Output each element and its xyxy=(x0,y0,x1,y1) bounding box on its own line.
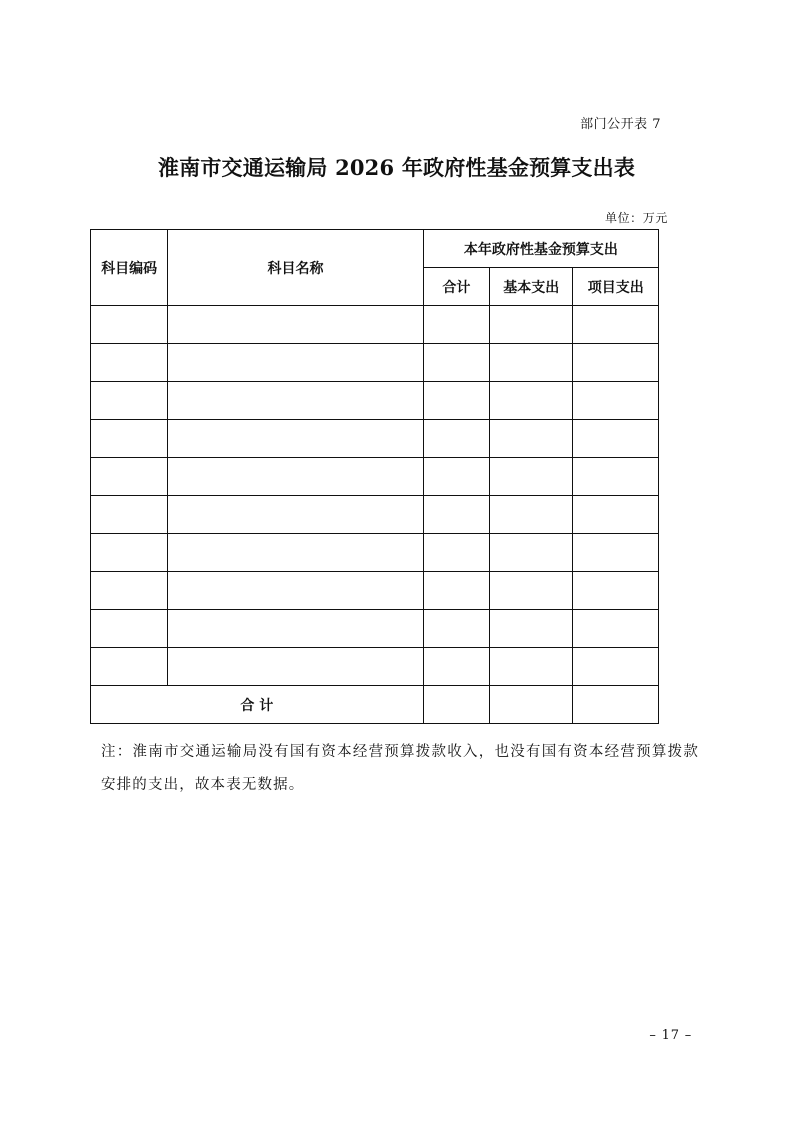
subject-code-cell xyxy=(91,496,168,534)
total-cell xyxy=(423,648,489,686)
page-number: – 17 – xyxy=(649,1028,692,1043)
table-row xyxy=(91,496,659,534)
unit-label: 单位：万元 xyxy=(604,211,668,225)
total-cell xyxy=(423,572,489,610)
table-row xyxy=(91,534,659,572)
project-expenditure-cell xyxy=(573,420,659,458)
basic-expenditure-cell xyxy=(490,572,573,610)
header-subject-code: 科目编码 xyxy=(91,230,168,306)
document-title: 淮南市交通运输局 2026 年政府性基金预算支出表 xyxy=(157,155,636,180)
table-row xyxy=(91,458,659,496)
budget-table-container xyxy=(90,229,659,724)
basic-expenditure-cell xyxy=(490,610,573,648)
subject-code-cell xyxy=(91,610,168,648)
basic-expenditure-cell xyxy=(490,306,573,344)
table-row xyxy=(91,382,659,420)
basic-expenditure-cell xyxy=(490,458,573,496)
subject-code-cell xyxy=(91,534,168,572)
subject-name-cell xyxy=(168,648,423,686)
total-row-total xyxy=(423,686,489,724)
subject-name-cell xyxy=(168,458,423,496)
subject-code-cell xyxy=(91,306,168,344)
table-total-row xyxy=(91,686,659,724)
basic-expenditure-cell xyxy=(490,420,573,458)
subject-name-cell xyxy=(168,610,423,648)
project-expenditure-cell xyxy=(573,382,659,420)
table-row xyxy=(91,572,659,610)
project-expenditure-cell xyxy=(573,458,659,496)
project-expenditure-cell xyxy=(573,534,659,572)
table-header-row xyxy=(91,230,659,268)
table-row xyxy=(91,420,659,458)
total-cell xyxy=(423,344,489,382)
subject-code-cell xyxy=(91,458,168,496)
table-note: 注：淮南市交通运输局没有国有资本经营预算拨款收入，也没有国有资本经营预算拨款安排的支出，故本表无数据。 xyxy=(101,744,699,793)
header-basic-expenditure: 基本支出 xyxy=(490,268,573,306)
total-cell xyxy=(423,496,489,534)
table-row xyxy=(91,648,659,686)
project-expenditure-cell xyxy=(573,306,659,344)
subject-name-cell xyxy=(168,382,423,420)
subject-name-cell xyxy=(168,306,423,344)
project-expenditure-cell xyxy=(573,610,659,648)
subject-code-cell xyxy=(91,344,168,382)
total-row-label: 合 计 xyxy=(91,686,424,724)
subject-name-cell xyxy=(168,344,423,382)
header-subject-name: 科目名称 xyxy=(168,230,423,306)
header-total: 合计 xyxy=(423,268,489,306)
subject-name-cell xyxy=(168,534,423,572)
total-cell xyxy=(423,382,489,420)
total-cell xyxy=(423,610,489,648)
government-fund-budget-expenditure-table xyxy=(90,229,659,724)
total-row-project xyxy=(573,686,659,724)
total-cell xyxy=(423,420,489,458)
header-current-year-expenditure: 本年政府性基金预算支出 xyxy=(423,230,658,268)
page-label: 部门公开表 7 xyxy=(580,117,661,132)
table-body xyxy=(91,306,659,686)
table-row xyxy=(91,344,659,382)
subject-code-cell xyxy=(91,648,168,686)
total-row-basic xyxy=(490,686,573,724)
subject-code-cell xyxy=(91,420,168,458)
project-expenditure-cell xyxy=(573,572,659,610)
basic-expenditure-cell xyxy=(490,344,573,382)
subject-name-cell xyxy=(168,420,423,458)
table-row xyxy=(91,610,659,648)
total-cell xyxy=(423,458,489,496)
subject-name-cell xyxy=(168,572,423,610)
total-cell xyxy=(423,306,489,344)
basic-expenditure-cell xyxy=(490,496,573,534)
subject-code-cell xyxy=(91,382,168,420)
project-expenditure-cell xyxy=(573,648,659,686)
subject-name-cell xyxy=(168,496,423,534)
project-expenditure-cell xyxy=(573,344,659,382)
subject-code-cell xyxy=(91,572,168,610)
basic-expenditure-cell xyxy=(490,534,573,572)
project-expenditure-cell xyxy=(573,496,659,534)
header-project-expenditure: 项目支出 xyxy=(573,268,659,306)
total-cell xyxy=(423,534,489,572)
basic-expenditure-cell xyxy=(490,382,573,420)
basic-expenditure-cell xyxy=(490,648,573,686)
table-row xyxy=(91,306,659,344)
